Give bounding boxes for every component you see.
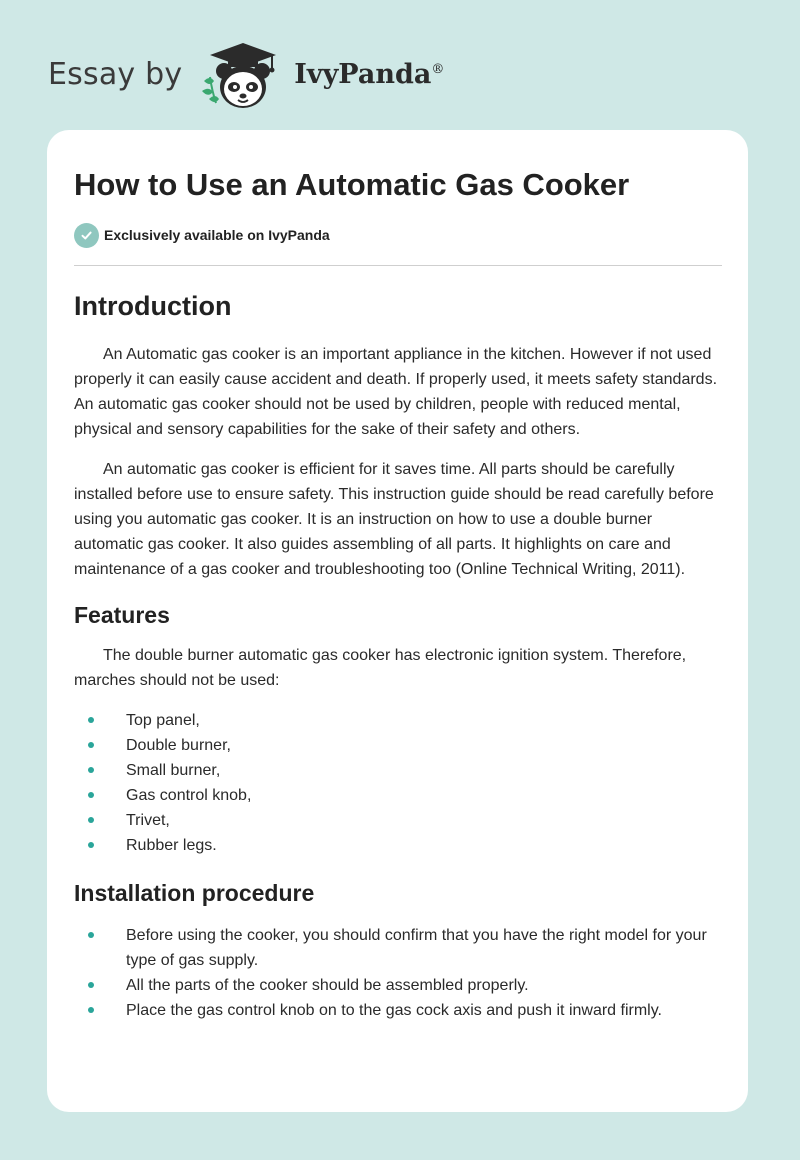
bullet-icon	[88, 717, 94, 723]
list-item-text: Top panel,	[126, 712, 200, 729]
exclusive-label: Exclusively available on IvyPanda	[104, 227, 330, 243]
bullet-icon	[88, 842, 94, 848]
features-paragraph: The double burner automatic gas cooker has electronic ignition system. Therefore, marches should not be used:	[74, 647, 687, 689]
list-item	[74, 998, 722, 1023]
list-item	[74, 833, 722, 858]
list-item	[74, 783, 722, 808]
exclusive-badge	[74, 222, 722, 248]
list-item-text: Place the gas control knob on to the gas cock axis and push it inward firmly.	[126, 1002, 662, 1019]
list-item	[74, 923, 722, 973]
bullet-icon	[88, 817, 94, 823]
installation-list	[74, 923, 722, 1023]
bullet-icon	[88, 792, 94, 798]
list-item-text: All the parts of the cooker should be assembled properly.	[126, 977, 529, 994]
list-item-text: Gas control knob,	[126, 787, 252, 804]
list-item	[74, 733, 722, 758]
introduction-paragraph-2: An automatic gas cooker is efficient for it saves time. All parts should be carefully installed before use to ensure safety. This instruction guide should be read carefully before using you automatic gas cooker. It is an instruction on how to use a double burner automatic gas cooker. It also guides assembling of all parts. It highlights on care and maintenance of a gas cooker and troubleshooting too (Online Technical Writing, 2011).	[74, 461, 714, 578]
panda-graduate-icon	[196, 37, 288, 111]
features-heading: Features	[74, 602, 170, 628]
list-item-text: Rubber legs.	[126, 837, 217, 854]
installation-section	[74, 875, 722, 1023]
list-item	[74, 758, 722, 783]
list-item	[74, 808, 722, 833]
installation-heading: Installation procedure	[74, 880, 315, 906]
introduction-heading: Introduction	[74, 291, 232, 321]
list-item	[74, 708, 722, 733]
list-item-text: Trivet,	[126, 812, 170, 829]
bullet-icon	[88, 982, 94, 988]
brand-name-text: IvyPanda	[294, 58, 432, 90]
page-title: How to Use an Automatic Gas Cooker	[74, 167, 630, 202]
bullet-icon	[88, 767, 94, 773]
bullet-icon	[88, 1007, 94, 1013]
list-item-text: Before using the cooker, you should confirm that you have the right model for your type of gas supply.	[126, 927, 707, 969]
check-icon	[74, 223, 99, 248]
list-item-text: Small burner,	[126, 762, 221, 779]
list-item	[74, 973, 722, 998]
registered-mark: ®	[431, 61, 445, 77]
essay-by-label: Essay by	[48, 56, 183, 92]
brand-header	[48, 34, 444, 114]
introduction-section	[74, 284, 722, 582]
list-item-text: Double burner,	[126, 737, 231, 754]
features-list	[74, 708, 722, 858]
introduction-paragraph-1: An Automatic gas cooker is an important appliance in the kitchen. However if not used properly it can easily cause accident and death. If properly used, it meets safety standards. An automatic gas cooker should not be used by children, people with reduced mental, physical and sensory capabilities for the sake of their safety and others.	[74, 346, 718, 438]
bullet-icon	[88, 742, 94, 748]
features-section	[74, 597, 722, 858]
essay-card	[47, 130, 748, 1112]
bullet-icon	[88, 932, 94, 938]
divider	[74, 265, 722, 266]
brand-name	[294, 59, 444, 90]
